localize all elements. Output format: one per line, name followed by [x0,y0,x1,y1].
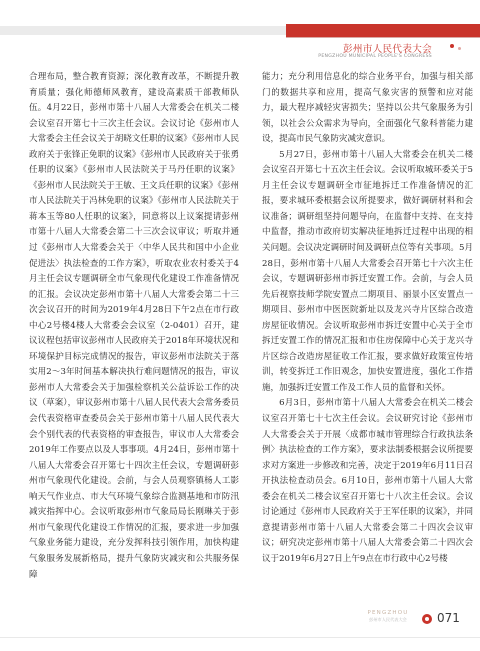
header-band [0,0,480,62]
header-dot-small-icon [458,47,461,50]
footer-brand-cn: 彭州市人民代表大会 [369,617,407,622]
body-paragraph: 5月27日，彭州市第十八届人大常委会在机关二楼会议室召开第七十五次主任会议。会议听取城环委关于5月主任会议专题调研全市征地拆迁工作准备情况的汇报，要求城环委根据会议所提要求，做好调研材料和会议准备；调研组坚持问题导向，在监督中支持、在支持中监督，推动市政府切实解决征地拆迁过程中出现的相关问题。会议决定调研时间及调研点位等有关事项。5月28日，彭州市第十八届人大常委会召开第七十六次主任会议，专题调研彭州市拆迁安置工作。会前，与会人员先后视察技师学院安置点二期项目、丽景小区安置点一期项目、彭州市中医医院新址以及龙兴寺片区综合改造房屋征收情况。会议听取彭州市拆迁安置中心关于全市拆迁安置工作的情况汇报和市住房保障中心关于龙兴寺片区综合改造房屋征收工作汇报，要求做好政策宣传培训，转变拆迁工作旧观念，加快安置进度，强化工作措施，加强拆迁安置工作及工作人员的监督和关怀。 [262,149,473,393]
footer-divider [0,637,480,638]
header-dot-icon [450,44,454,48]
page-number: 071 [437,611,460,625]
footer-brand-en: PENGZHOU [367,610,409,616]
body-paragraph: 能力；充分利用信息化的综合业务平台，加强与相关部门的数据共享和应用，提高气象灾害的预警和应对能力，最大程序减轻灾害损失；坚持以公共气象服务为引领，以社会公众需求为导向，全面强化气象科普能力建设，提高市民气象防灾减灾意识。 [262,72,473,145]
header-red-rule [286,37,480,38]
header-red-bar [286,24,480,37]
body-paragraph: 6月3日，彭州市第十八届人大常委会在机关二楼会议室召开第七十七次主任会议。会议研究讨论《彭州市人大常委会关于开展〈成都市城市管理综合行政执法条例〉执法检查的工作方案》，要求法制委根据会议所提要求对方案进一步修改和完善，决定于2019年6月11日召开执法检查动员会。6月10日，彭州市第十八届人大常委会在机关二楼会议室召开第七十八次主任会议。会议讨论通过《彭州市人民政府关于王军任职的议案》，并同意提请彭州市第十八届人大常委会第二十四次会议审议；研究决定彭州市第十八届人大常委会第二十四次会议于2019年6月27日上午9点在市行政中心2号楼 [262,398,473,564]
body-paragraph: 合理布局，整合教育资源；深化教育改革，不断提升教育质量；强化师德师风教育，建设高素质干部教师队伍。4月22日，彭州市第十八届人大常委会在机关二楼会议室召开第七十三次主任会议。会议讨论《彭州市人大常委会主任会议关于胡晓文任职的议案》《彭州市人民政府关于张锋正免职的议案》《彭州市人民政府关于张勇任职的议案》《彭州市人民法院关于马丹任职的议案》《彭州市人民法院关于王敏、王文兵任职的议案》《彭州市人民法院关于冯林免职的议案》《彭州市人民法院关于蒋本玉等80人任职的议案》，同意将以上议案提请彭州市第十八届人大常委会第二十三次会议审议；听取并通过《彭州市人大常委会关于〈中华人民共和国中小企业促进法〉执法检查的工作方案》，听取农业农村委关于4月主任会议专题调研全市气象现代化建设工作准备情况的汇报。会议决定彭州市第十八届人大常委会第二十三次会议召开的时间为2019年4月28日下午2点在市行政中心2号楼4楼人大常委会会议室（2-0401）召开，建议议程包括审议彭州市人民政府关于2018年环境状况和环境保护目标完成情况的报告，审议彭州市法院关于落实用2～3年时间基本解决执行难问题情况的报告，审议彭州市人大常委会关于加强检察机关公益诉讼工作的决议（草案），审议彭州市第十八届人民代表大会常务委员会代表资格审查委员会关于彭州市第十八届人民代表大会个别代表的代表资格的审查报告，审议市人大常委会2019年工作要点以及人事事项。4月24日，彭州市第十八届人大常委会召开第七十四次主任会议，专题调研彭州市气象现代化建设。会前，与会人员观察镇杨人工影响天气作业点、市大气环境气象综合监测基地和市防汛减灾指挥中心。会议听取彭州市气象局局长刚琳关于彭州市气象现代化建设工作情况的汇报，要求进一步加强气象业务能力建设，充分发挥科技引领作用，加快构建气象服务发展新格局，提升气象防灾减灾和公共服务保障 [29,72,239,580]
left-column [29,70,239,583]
footer-brand [359,610,417,623]
right-column [262,70,473,568]
magazine-title-en: PENGZHOU MUNICIPAL PEOPLE'S CONGRESS [318,54,432,59]
magazine-title: 彭州市人民代表大会 [342,44,432,55]
page-dot-icon [422,614,432,624]
header-grey-bar [0,26,286,35]
